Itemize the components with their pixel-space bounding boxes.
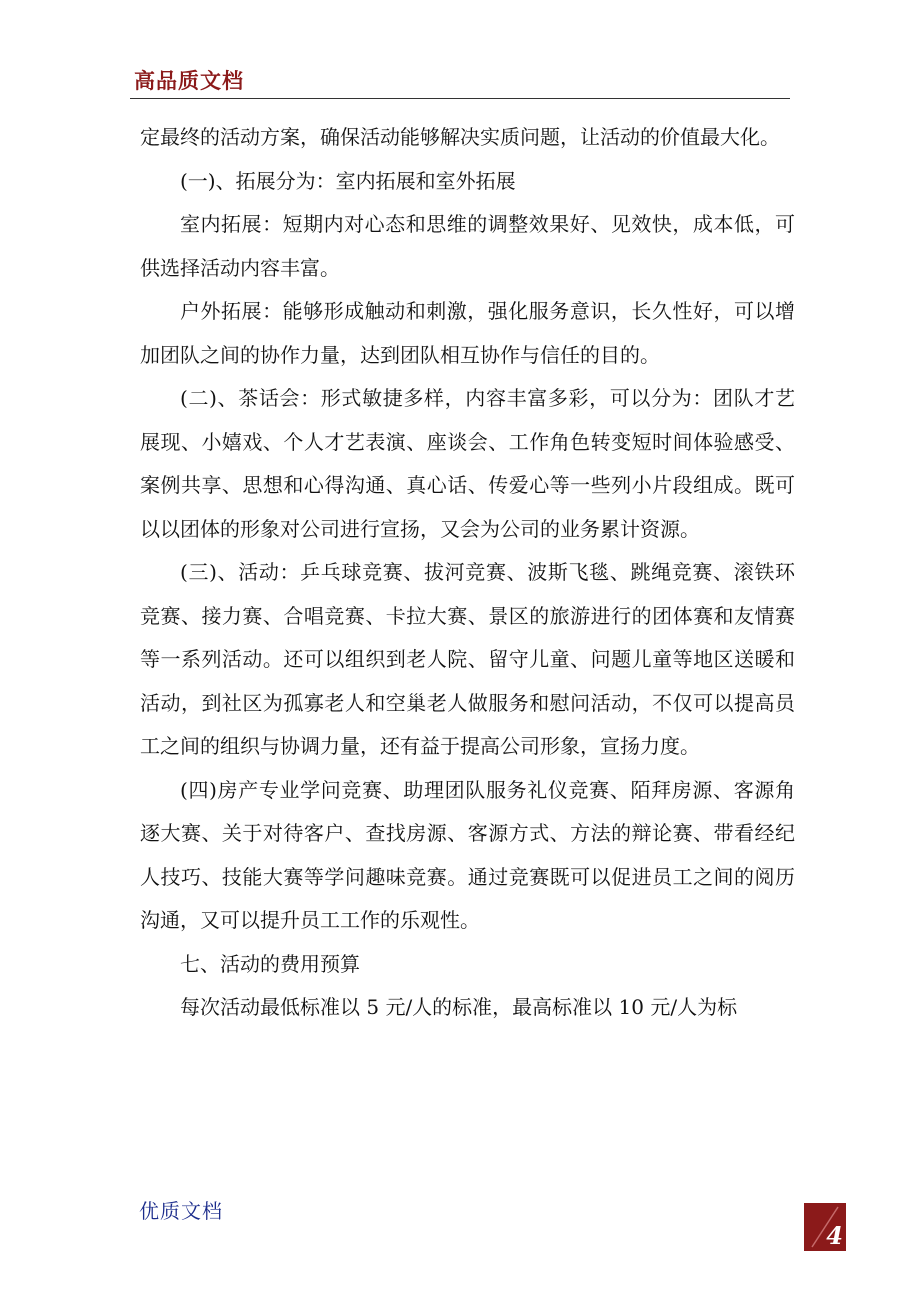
body-paragraph: (四)房产专业学问竞赛、助理团队服务礼仪竞赛、陌拜房源、客源角逐大赛、关于对待客户、查找房源、客源方式、方法的辩论赛、带看经纪人技巧、技能大赛等学问趣味竞赛。通过竞赛既可以促进员工之间的阅历沟通，又可以提升员工工作的乐观性。	[140, 777, 795, 932]
footer-title: 优质文档	[139, 1199, 223, 1223]
page-number: 4	[826, 1221, 843, 1250]
document-body	[140, 116, 795, 1030]
page-number-badge	[804, 1203, 846, 1251]
body-paragraph: (二)、茶话会：形式敏捷多样，内容丰富多彩，可以分为：团队才艺展现、小嬉戏、个人才艺表演、座谈会、工作角色转变短时间体验感受、案例共享、思想和心得沟通、真心话、传爱心等一些列小片段组成。既可以以团体的形象对公司进行宣扬，又会为公司的业务累计资源。	[140, 386, 795, 541]
body-paragraph: 室内拓展：短期内对心态和思维的调整效果好、见效快，成本低，可供选择活动内容丰富。	[140, 212, 795, 280]
body-paragraph: 七、活动的费用预算	[180, 951, 360, 976]
header-divider	[130, 98, 790, 99]
header-title: 高品质文档	[134, 69, 244, 93]
body-paragraph: 定最终的活动方案，确保活动能够解决实质问题，让活动的价值最大化。	[140, 125, 780, 149]
body-paragraph: (三)、活动：乒乓球竞赛、拔河竞赛、波斯飞毯、跳绳竞赛、滚铁环竞赛、接力赛、合唱竞赛、卡拉大赛、景区的旅游进行的团体赛和友情赛等一系列活动。还可以组织到老人院、留守儿童、问题儿童等地区送暖和活动，到社区为孤寡老人和空巢老人做服务和慰问活动，不仅可以提高员工之间的组织与协调力量，还有益于提高公司形象，宣扬力度。	[140, 560, 795, 758]
body-paragraph: 每次活动最低标准以 5 元/人的标准，最高标准以 10 元/人为标	[180, 995, 738, 1019]
body-paragraph: 户外拓展：能够形成触动和刺激，强化服务意识，长久性好，可以增加团队之间的协作力量，达到团队相互协作与信任的目的。	[140, 299, 795, 367]
body-paragraph: (一)、拓展分为：室内拓展和室外拓展	[180, 168, 516, 193]
